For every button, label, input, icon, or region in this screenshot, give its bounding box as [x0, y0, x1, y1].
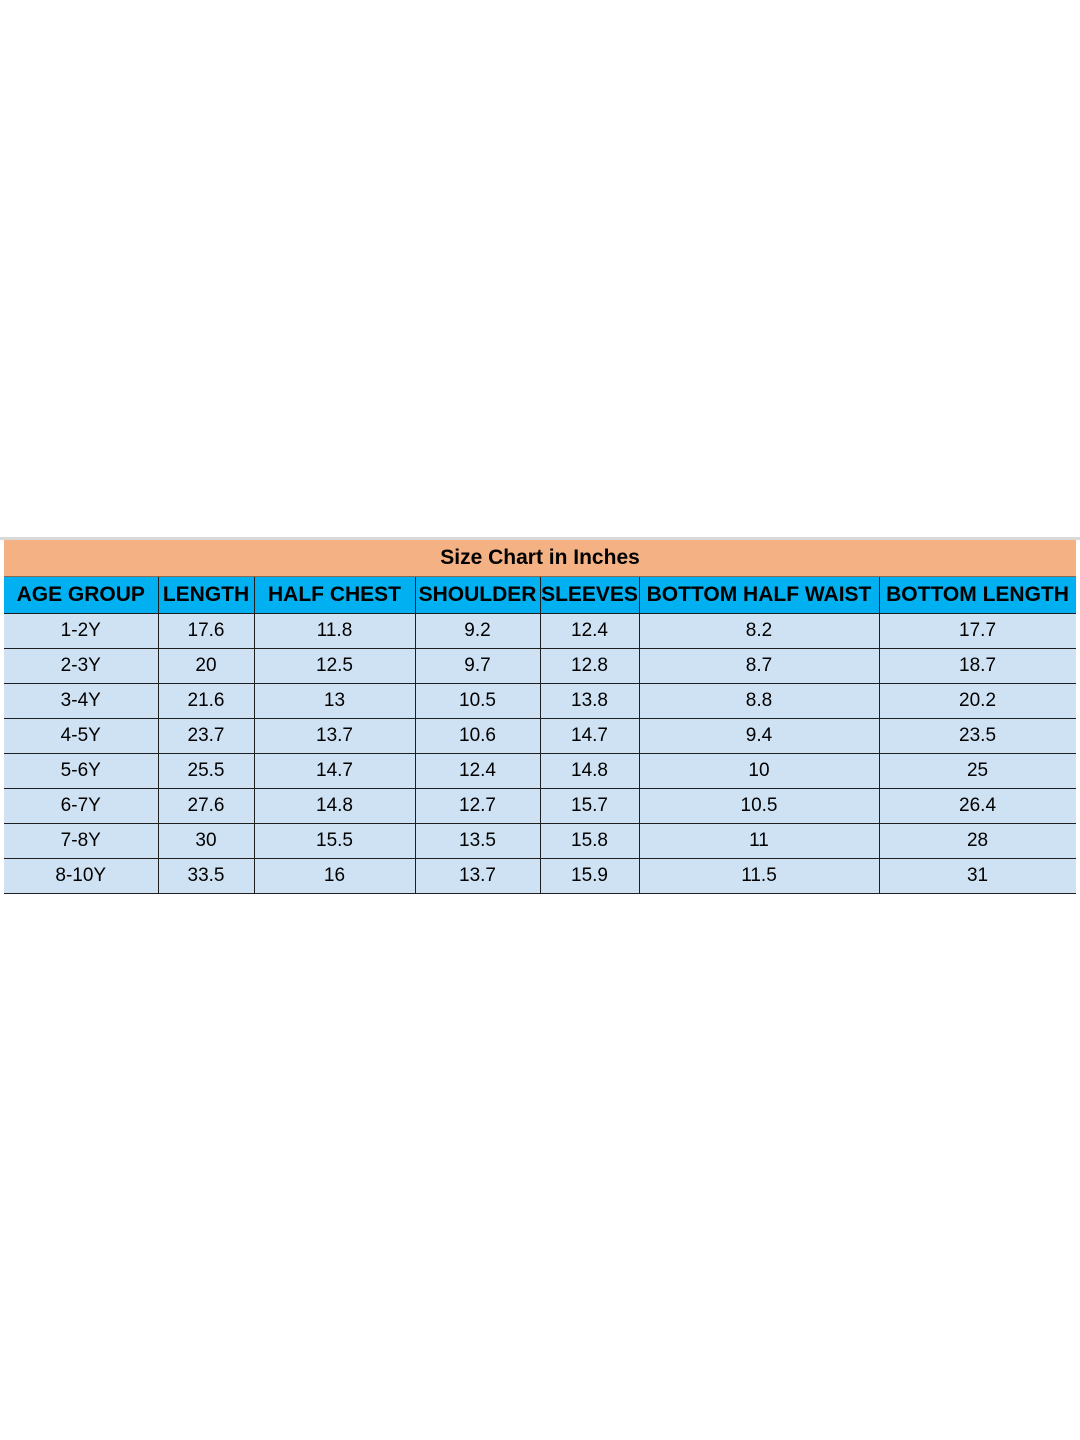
column-header: HALF CHEST — [254, 577, 415, 614]
age-group-cell: 7-8Y — [4, 824, 158, 859]
age-group-cell: 2-3Y — [4, 649, 158, 684]
measurement-cell: 20.2 — [879, 684, 1076, 719]
measurement-cell: 8.8 — [639, 684, 879, 719]
size-chart-table — [4, 540, 1077, 894]
measurement-cell: 14.7 — [540, 719, 639, 754]
column-header: SLEEVES — [540, 577, 639, 614]
table-row — [4, 824, 1076, 859]
sheet-right-edge — [1076, 540, 1080, 902]
measurement-cell: 25.5 — [158, 754, 254, 789]
measurement-cell: 11 — [639, 824, 879, 859]
column-header: AGE GROUP — [4, 577, 158, 614]
measurement-cell: 8.2 — [639, 614, 879, 649]
measurement-cell: 13 — [254, 684, 415, 719]
table-row — [4, 649, 1076, 684]
measurement-cell: 17.6 — [158, 614, 254, 649]
measurement-cell: 13.5 — [415, 824, 540, 859]
measurement-cell: 12.7 — [415, 789, 540, 824]
measurement-cell: 8.7 — [639, 649, 879, 684]
measurement-cell: 9.4 — [639, 719, 879, 754]
chart-title: Size Chart in Inches — [4, 540, 1076, 577]
measurement-cell: 11.8 — [254, 614, 415, 649]
header-row — [4, 577, 1076, 614]
measurement-cell: 25 — [879, 754, 1076, 789]
table-row — [4, 614, 1076, 649]
measurement-cell: 15.8 — [540, 824, 639, 859]
measurement-cell: 12.5 — [254, 649, 415, 684]
measurement-cell: 13.7 — [415, 859, 540, 894]
column-header: SHOULDER — [415, 577, 540, 614]
table-row — [4, 754, 1076, 789]
measurement-cell: 26.4 — [879, 789, 1076, 824]
measurement-cell: 12.8 — [540, 649, 639, 684]
measurement-cell: 31 — [879, 859, 1076, 894]
measurement-cell: 16 — [254, 859, 415, 894]
measurement-cell: 20 — [158, 649, 254, 684]
measurement-cell: 27.6 — [158, 789, 254, 824]
measurement-cell: 30 — [158, 824, 254, 859]
column-header: LENGTH — [158, 577, 254, 614]
measurement-cell: 23.5 — [879, 719, 1076, 754]
age-group-cell: 4-5Y — [4, 719, 158, 754]
measurement-cell: 21.6 — [158, 684, 254, 719]
size-chart-body — [4, 540, 1076, 894]
measurement-cell: 12.4 — [540, 614, 639, 649]
measurement-cell: 23.7 — [158, 719, 254, 754]
title-row — [4, 540, 1076, 577]
measurement-cell: 10.6 — [415, 719, 540, 754]
measurement-cell: 12.4 — [415, 754, 540, 789]
measurement-cell: 14.8 — [254, 789, 415, 824]
age-group-cell: 8-10Y — [4, 859, 158, 894]
measurement-cell: 9.2 — [415, 614, 540, 649]
table-row — [4, 789, 1076, 824]
measurement-cell: 14.8 — [540, 754, 639, 789]
age-group-cell: 3-4Y — [4, 684, 158, 719]
measurement-cell: 18.7 — [879, 649, 1076, 684]
age-group-cell: 1-2Y — [4, 614, 158, 649]
measurement-cell: 14.7 — [254, 754, 415, 789]
measurement-cell: 15.7 — [540, 789, 639, 824]
measurement-cell: 15.5 — [254, 824, 415, 859]
table-row — [4, 859, 1076, 894]
measurement-cell: 10.5 — [639, 789, 879, 824]
measurement-cell: 13.7 — [254, 719, 415, 754]
table-row — [4, 684, 1076, 719]
age-group-cell: 6-7Y — [4, 789, 158, 824]
column-header: BOTTOM HALF WAIST — [639, 577, 879, 614]
measurement-cell: 33.5 — [158, 859, 254, 894]
measurement-cell: 10 — [639, 754, 879, 789]
measurement-cell: 13.8 — [540, 684, 639, 719]
measurement-cell: 17.7 — [879, 614, 1076, 649]
measurement-cell: 10.5 — [415, 684, 540, 719]
measurement-cell: 15.9 — [540, 859, 639, 894]
age-group-cell: 5-6Y — [4, 754, 158, 789]
column-header: BOTTOM LENGTH — [879, 577, 1076, 614]
measurement-cell: 9.7 — [415, 649, 540, 684]
measurement-cell: 11.5 — [639, 859, 879, 894]
table-row — [4, 719, 1076, 754]
measurement-cell: 28 — [879, 824, 1076, 859]
